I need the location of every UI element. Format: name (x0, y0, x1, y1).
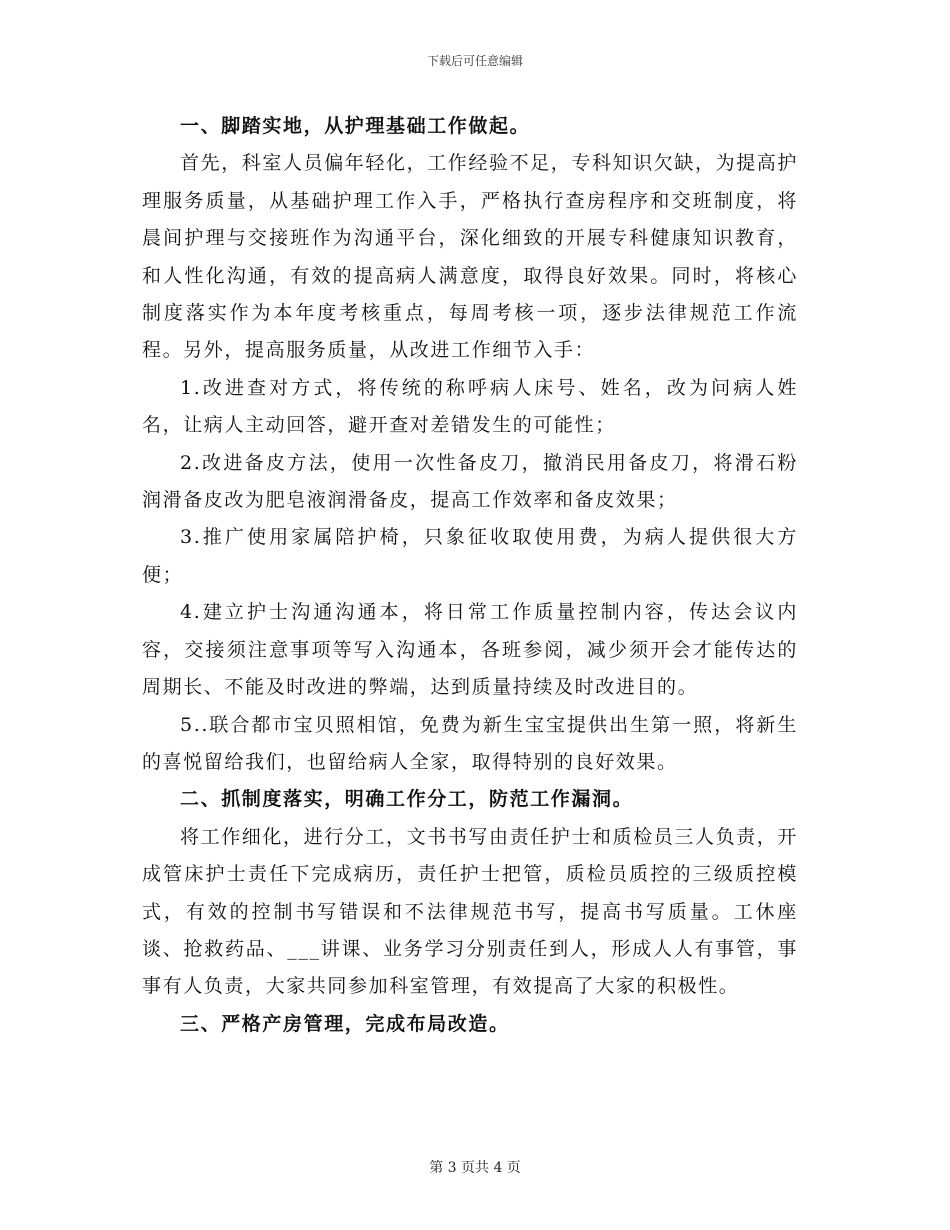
section-heading-1: 一、脚踏实地，从护理基础工作做起。 (180, 115, 531, 137)
body-paragraph-intro: 首先，科室人员偏年轻化，工作经验不足，专科知识欠缺，为提高护理服务质量，从基础护理工作入手，严格执行查房程序和交班制度，将晨间护理与交接班作为沟通平台，深化细致的开展专科健康知识教育，和人性化沟通，有效的提高病人满意度，取得良好效果。同时，将核心制度落实作为本年度考核重点，每周考核一项，逐步法律规范工作流程。另外，提高服务质量，从改进工作细节入手： (142, 152, 799, 362)
page-header: 下载后可任意编辑 (426, 54, 523, 68)
body-paragraph-division: 将工作细化，进行分工，文书书写由责任护士和质检员三人负责，开成管床护士责任下完成病历，责任护士把管，质检员质控的三级质控模式，有效的控制书写错误和不法律规范书写，提高书写质量。工休座谈、抢救药品、___讲课、业务学习分别责任到人，形成人人有事管，事事有人负责，大家共同参加科室管理，有效提高了大家的积极性。 (142, 825, 799, 998)
list-item-1: 1.改进查对方式，将传统的称呼病人床号、姓名，改为问病人姓名，让病人主动回答，避开查对差错发生的可能性； (142, 376, 798, 437)
list-item-3: 3.推广使用家属陪护椅，只象征收取使用费，为病人提供很大方便； (142, 526, 798, 586)
list-item-5: 5..联合都市宝贝照相馆，免费为新生宝宝提供出生第一照，将新生的喜悦留给我们，也留给病人全家，取得特别的良好效果。 (142, 713, 798, 773)
list-item-2: 2.改进备皮方法，使用一次性备皮刀，撤消民用备皮刀，将滑石粉润滑备皮改为肥皂液润滑备皮，提高工作效率和备皮效果； (142, 451, 798, 512)
section-heading-2: 二、抓制度落实，明确工作分工，防范工作漏洞。 (180, 788, 634, 811)
page-number: 第 3 页共 4 页 (429, 1160, 521, 1176)
section-heading-3: 三、严格产房管理，完成布局改造。 (180, 1012, 510, 1035)
document-body (142, 108, 798, 1043)
list-item-4: 4.建立护士沟通沟通本，将日常工作质量控制内容，传达会议内容，交接须注意事项等写入沟通本，各班参阅，减少须开会才能传达的周期长、不能及时改进的弊端，达到质量持续及时改进目的。 (142, 601, 798, 699)
